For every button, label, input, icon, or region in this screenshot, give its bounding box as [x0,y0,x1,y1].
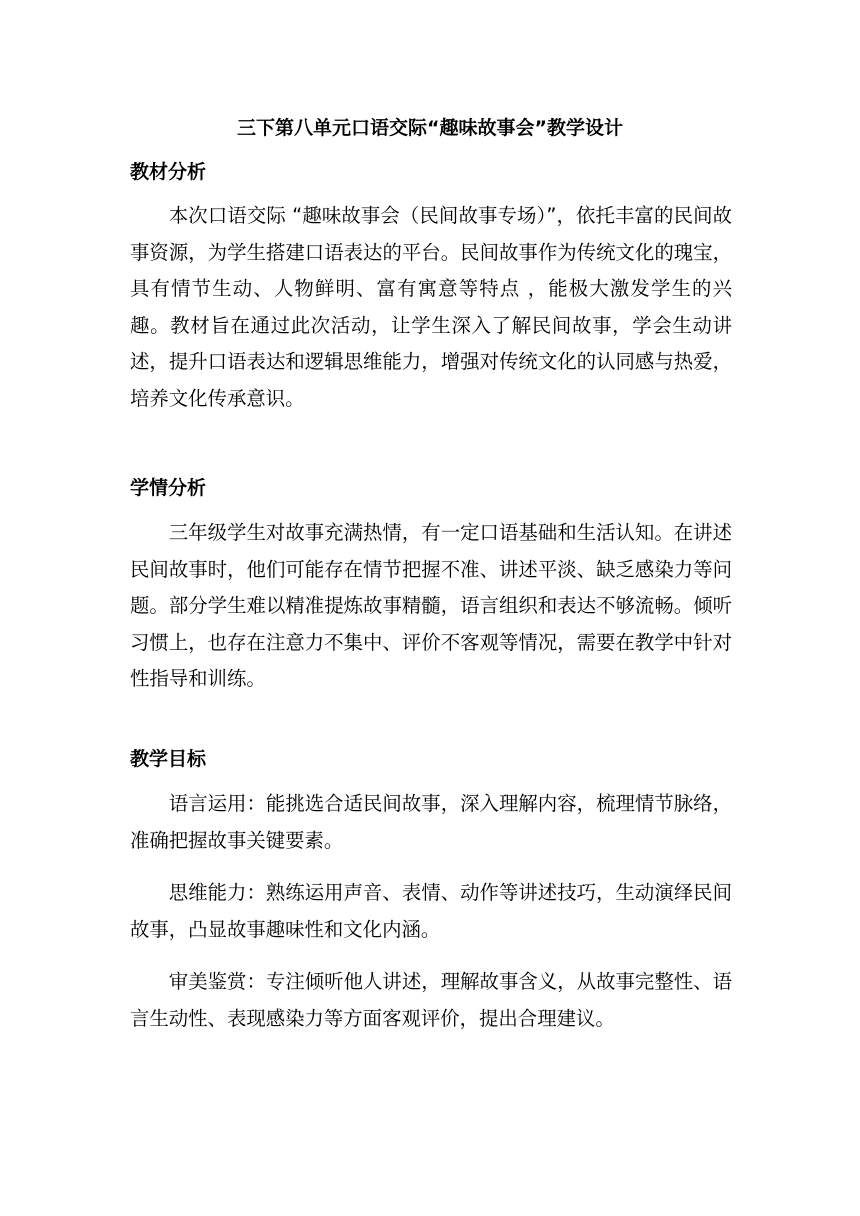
document-title: 三下第八单元口语交际“趣味故事会”教学设计 [237,117,623,139]
goal-thinking-ability: 思维能力：熟练运用声音、表情、动作等讲述技巧，生动演绎民间故事，凸显故事趣味性和文化内涵。 [130,881,732,941]
section-heading-textbook-analysis: 教材分析 [130,161,207,183]
section-heading-teaching-goals: 教学目标 [130,748,207,770]
goal-aesthetic-appreciation: 审美鉴赏：专注倾听他人讲述，理解故事含义，从故事完整性、语言生动性、表现感染力等方面客观评价，提出合理建议。 [130,970,732,1030]
section-heading-student-analysis: 学情分析 [130,477,207,499]
textbook-analysis-paragraph: 本次口语交际 “趣味故事会（民间故事专场）”，依托丰富的民间故事资源，为学生搭建口语表达的平台。民间故事作为传统文化的瑰宝，具有情节生动、人物鲜明、富有寓意等特点 ，能极大激发学生的兴趣。教材旨在通过此次活动，让学生深入了解民间故事，学会生动讲述，提升口语表达和逻辑思维能力，增强对传统文化的认同感与热爱，培养文化传承意识。 [130,204,732,410]
goal-language-use: 语言运用：能挑选合适民间故事，深入理解内容，梳理情节脉络，准确把握故事关键要素。 [130,792,732,852]
student-analysis-paragraph: 三年级学生对故事充满热情，有一定口语基础和生活认知。在讲述民间故事时，他们可能存在情节把握不准、讲述平淡、缺乏感染力等问题。部分学生难以精准提炼故事精髓，语言组织和表达不够流畅。倾听习惯上，也存在注意力不集中、评价不客观等情况，需要在教学中针对性指导和训练。 [130,521,732,690]
